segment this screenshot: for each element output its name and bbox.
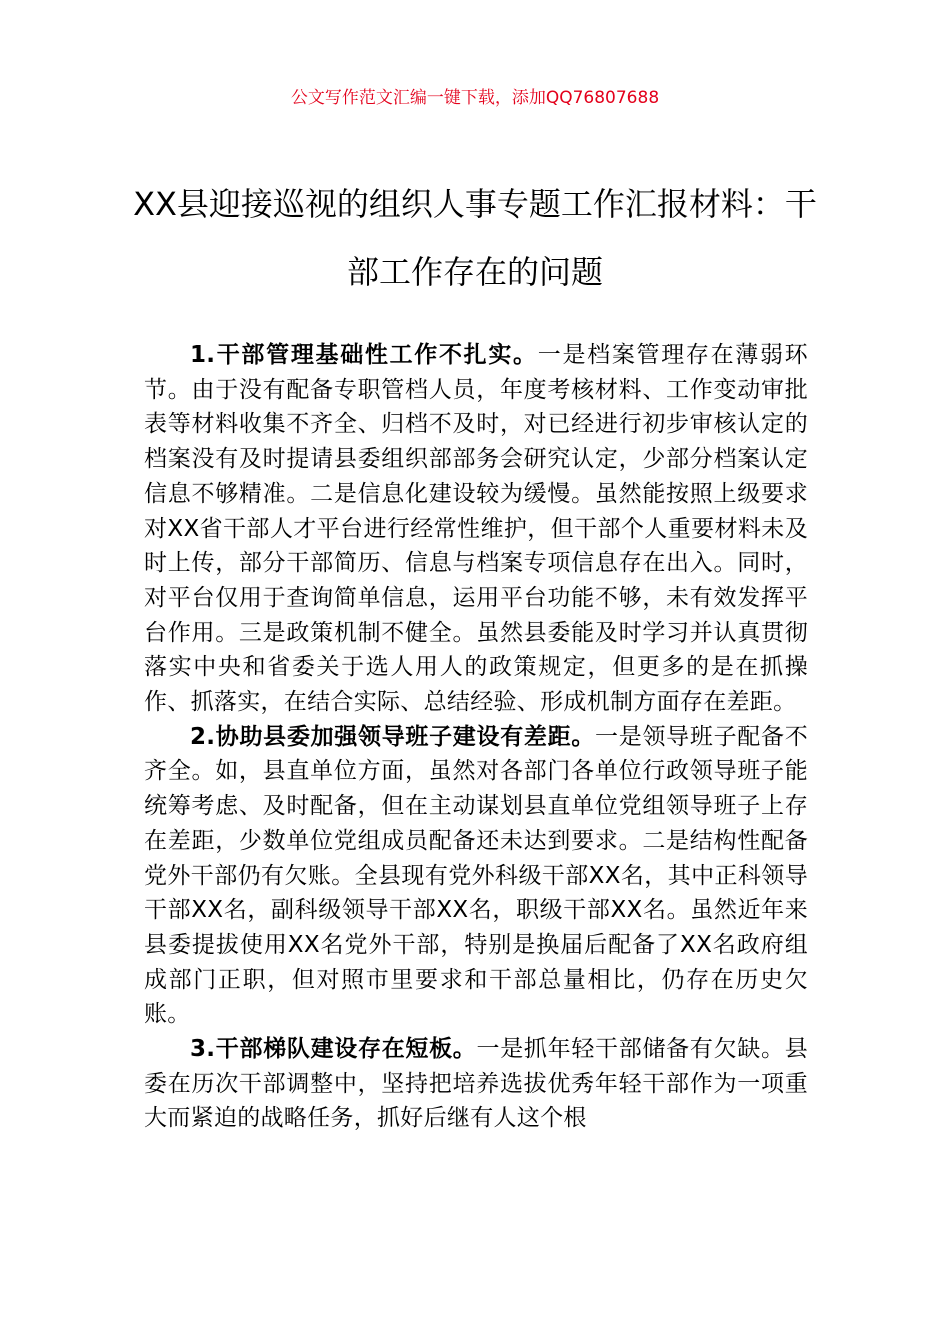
paragraph-2 [144, 720, 808, 1032]
paragraph-3-heading: 3.干部梯队建设存在短板。 [190, 1036, 477, 1063]
paragraph-3 [144, 1032, 808, 1136]
document-body [144, 338, 808, 1136]
header-download-note: 公文写作范文汇编一键下载，添加QQ76807688 [290, 88, 660, 108]
paragraph-1-text: 一是档案管理存在薄弱环节。由于没有配备专职管档人员，年度考核材料、工作变动审批表等材料收集不齐全、归档不及时，对已经进行初步审核认定的档案没有及时提请县委组织部部务会研究认定，少部分档案认定信息不够精准。二是信息化建设较为缓慢。虽然能按照上级要求对XX省干部人才平台进行经常性维护，但干部个人重要材料未及时上传，部分干部简历、信息与档案专项信息存在出入。同时，对平台仅用于查询简单信息，运用平台功能不够，未有效发挥平台作用。三是政策机制不健全。虽然县委能及时学习并认真贯彻落实中央和省委关于选人用人的政策规定，但更多的是在抓操作、抓落实，在结合实际、总结经验、形成机制方面存在差距。 [144, 342, 808, 716]
paragraph-3-text: 一是抓年轻干部储备有欠缺。县委在历次干部调整中，坚持把培养选拔优秀年轻干部作为一项重大而紧迫的战略任务，抓好后继有人这个根 [144, 1036, 808, 1132]
paragraph-1-heading: 1.干部管理基础性工作不扎实。 [190, 342, 538, 368]
paragraph-1 [144, 338, 808, 720]
document-title: XX县迎接巡视的组织人事专题工作汇报材料：干部工作存在的问题 [133, 185, 817, 291]
paragraph-2-heading: 2.协助县委加强领导班子建设有差距。 [190, 723, 596, 750]
paragraph-2-text: 一是领导班子配备不齐全。如，县直单位方面，虽然对各部门各单位行政领导班子能统筹考虑、及时配备，但在主动谋划县直单位党组领导班子上存在差距，少数单位党组成员配备还未达到要求。二是结构性配备党外干部仍有欠账。全县现有党外科级干部XX名，其中正科领导干部XX名，副科级领导干部XX名，职级干部XX名。虽然近年来县委提拔使用XX名党外干部，特别是换届后配备了XX名政府组成部门正职，但对照市里要求和干部总量相比，仍存在历史欠账。 [144, 723, 808, 1028]
